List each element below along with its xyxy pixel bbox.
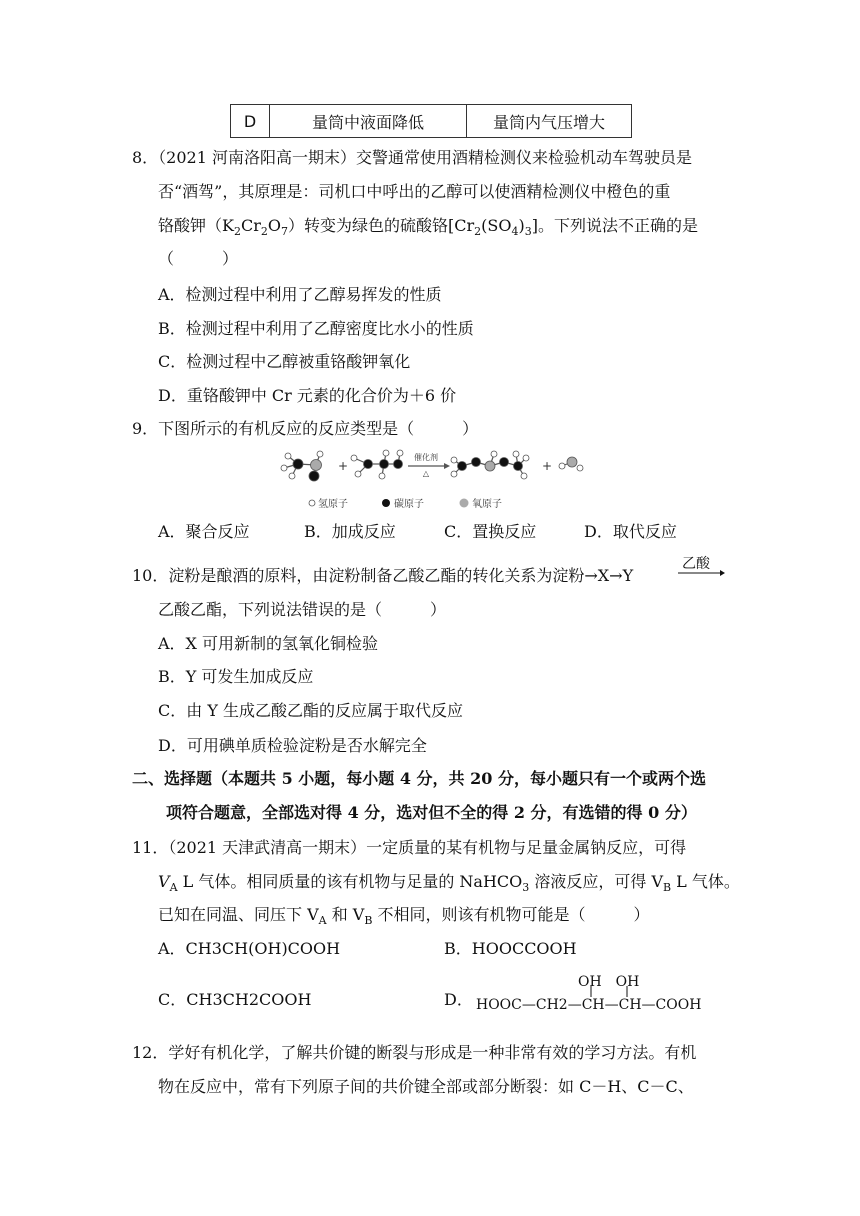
table-cell-reason: 量筒内气压增大	[467, 105, 632, 138]
q12-line1: 12．学好有机化学，了解共价键的断裂与形成是一种非常有效的学习方法。有机	[132, 1043, 697, 1062]
q8-option-c: C．检测过程中乙醇被重铬酸钾氧化	[158, 352, 411, 371]
q12-line2: 物在反应中，常有下列原子间的共价键全部或部分断裂：如 C－H、C－C、	[158, 1077, 694, 1096]
table-row	[231, 105, 632, 138]
table-cell-phenomenon: 量筒中液面降低	[270, 105, 467, 138]
legend-c: 碳原子	[394, 499, 424, 510]
q9-option-c: C．置换反应	[444, 522, 537, 541]
q11-line2: $V_A$ L 气体。相同质量的该有机物与足量的 NaHCO$_3$ 溶液反应，可得 $V_B$ L 气体。	[158, 872, 740, 894]
answer-table	[230, 104, 632, 138]
q9-option-a: A．聚合反应	[158, 522, 250, 541]
q11-option-c: C．CH3CH2COOH	[158, 990, 312, 1009]
q10-option-a: A．X 可用新制的氢氧化铜检验	[158, 634, 379, 653]
q8-line1: 8．（2021 河南洛阳高一期末）交警通常使用酒精检测仪来检验机动车驾驶员是	[132, 148, 692, 167]
section-2-heading-line2: 项符合题意，全部选对得 4 分，选对但不全的得 2 分，有选错的得 0 分）	[166, 803, 697, 822]
q8-option-b: B．检测过程中利用了乙醇密度比水小的性质	[158, 319, 474, 338]
section-2-heading-line1: 二、选择题（本题共 5 小题，每小题 4 分，共 20 分，每小题只有一个或两个选	[132, 769, 706, 788]
legend-c-marker	[382, 499, 390, 507]
q8-line2: 否“酒驾”，其原理是：司机口中呼出的乙醇可以使酒精检测仪中橙色的重	[158, 182, 671, 201]
q10-option-d: D．可用碘单质检验淀粉是否水解完全	[158, 736, 427, 755]
legend-h: 氢原子	[318, 499, 348, 510]
svg-text:+: +	[542, 459, 553, 473]
legend-o: 氧原子	[472, 499, 502, 510]
heat-symbol: △	[422, 469, 430, 478]
q9-stem: 9．下图所示的有机反应的反应类型是（ ）	[132, 419, 479, 438]
q8-answer-blank: （ ）	[158, 249, 239, 268]
q10-option-c: C．由 Y 生成乙酸乙酯的反应属于取代反应	[158, 701, 463, 720]
legend-h-marker	[309, 500, 315, 506]
q10-arrow-label: 乙酸	[682, 556, 710, 572]
q8-option-a: A．检测过程中利用了乙醇易挥发的性质	[158, 285, 442, 304]
q10-option-b: B．Y 可发生加成反应	[158, 667, 314, 686]
svg-text:+: +	[338, 459, 349, 473]
q10-arrow	[676, 568, 726, 578]
q11-option-b: B．HOOCCOOH	[444, 939, 577, 958]
catalyst-label: 催化剂	[414, 453, 438, 462]
q11-option-d-label: D．	[444, 990, 473, 1009]
legend-o-marker	[460, 499, 469, 508]
q8-line3: 铬酸钾$(K_2Cr_2O_7)$转变为绿色的硫酸铬$[Cr_2(SO_4)_3]$。下列说法不正确的是	[158, 216, 698, 238]
reaction-diagram	[278, 448, 588, 514]
q8-option-d: D．重铬酸钾中 Cr 元素的化合价为＋6 价	[158, 386, 457, 405]
q11-line3: 已知在同温、同压下 $V_A$ 和 $V_B$ 不相同，则该有机物可能是（ ）	[158, 905, 650, 927]
q9-option-d: D．取代反应	[584, 522, 677, 541]
q11-option-a: A．CH3CH(OH)COOH	[158, 939, 341, 958]
q11-line1: 11．（2021 天津武清高一期末）一定质量的某有机物与足量金属钠反应，可得	[132, 838, 687, 857]
q9-option-b: B．加成反应	[304, 522, 396, 541]
q11-option-d-formula: HOOC—CH2—CH—CH—COOH	[476, 997, 702, 1013]
table-cell-letter: D	[231, 105, 270, 138]
q11-option-d-oh: OH OH	[578, 974, 640, 990]
q10-line2: 乙酸乙酯，下列说法错误的是（ ）	[158, 600, 447, 619]
q10-line1: 10．淀粉是酿酒的原料，由淀粉制备乙酸乙酯的转化关系为淀粉→X→Y	[132, 566, 634, 585]
